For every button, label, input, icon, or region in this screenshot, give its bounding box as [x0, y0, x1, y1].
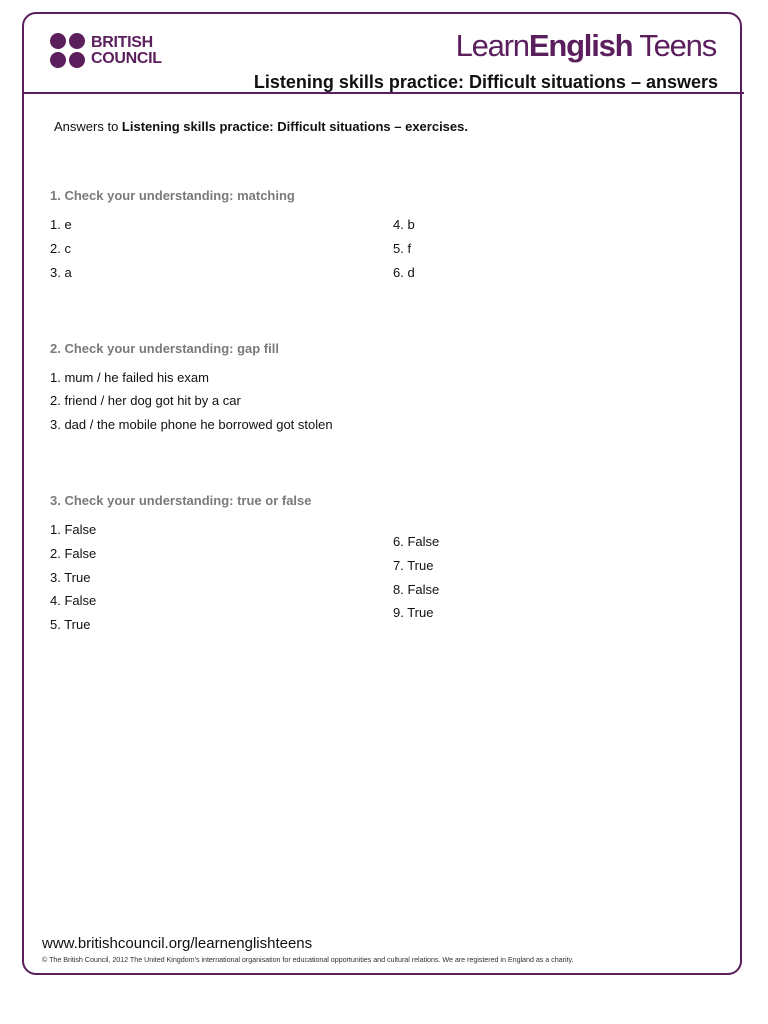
intro-text [54, 119, 468, 134]
brand-learn: Learn [455, 28, 529, 63]
section-3-answer: 9. True [393, 605, 434, 620]
section-1-answer: 5. f [393, 241, 412, 256]
section-2-answer: 3. dad / the mobile phone he borrowed got stolen [50, 417, 333, 432]
page-title: Listening skills practice: Difficult situations – answers [253, 72, 718, 92]
logo-line-1: BRITISH [91, 33, 153, 51]
section-1-answer: 6. d [393, 265, 415, 280]
section-2-heading: 2. Check your understanding: gap fill [50, 341, 279, 356]
footer-url-link[interactable]: www.britishcouncil.org/learnenglishteens [42, 935, 313, 952]
section-2-answer: 1. mum / he failed his exam [50, 370, 209, 385]
section-1-answer: 4. b [393, 217, 415, 232]
intro-prefix: Answers to [54, 119, 122, 134]
section-3-answer: 8. False [393, 582, 440, 597]
header-divider [22, 92, 744, 94]
section-3-answer: 1. False [50, 522, 97, 537]
learnenglish-teens-logo [456, 28, 716, 64]
section-3-answer: 4. False [50, 593, 97, 608]
section-3-answer: 5. True [50, 617, 91, 632]
logo-dots-icon [50, 33, 85, 68]
british-council-logo [50, 33, 162, 68]
logo-line-2: COUNCIL [91, 49, 162, 67]
section-3-answer: 7. True [393, 558, 434, 573]
section-1-answer: 3. a [50, 265, 72, 280]
section-3-heading: 3. Check your understanding: true or false [50, 493, 312, 508]
section-3-answer: 2. False [50, 546, 97, 561]
brand-english: English [528, 28, 633, 63]
footer-copyright: © The British Council, 2012 The United Kingdom’s international organisation for educational opportunities and cultural relations. We are registered in England as a charity. [42, 955, 574, 964]
brand-teens: Teens [632, 28, 716, 63]
section-1-heading: 1. Check your understanding: matching [50, 188, 295, 203]
section-1-answer: 1. e [50, 217, 72, 232]
section-3-answer: 3. True [50, 570, 91, 585]
section-2-answer: 2. friend / her dog got hit by a car [50, 393, 241, 408]
section-3-answer: 6. False [393, 534, 440, 549]
intro-bold: Listening skills practice: Difficult situations – exercises. [121, 119, 468, 134]
section-1-answer: 2. c [50, 241, 71, 256]
